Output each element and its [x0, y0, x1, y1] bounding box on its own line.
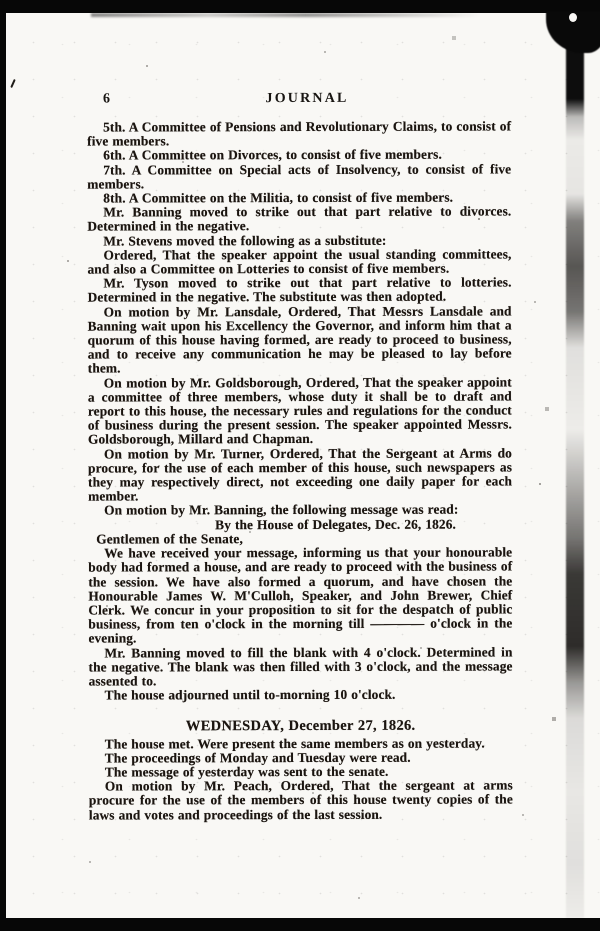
- page-number: 6: [103, 91, 112, 107]
- scanned-document-page: [6, 13, 600, 918]
- message-salutation: Gentlemen of the Senate,: [96, 531, 243, 547]
- journal-paragraph: The message of yesterday was sent to the senate.: [104, 763, 389, 780]
- running-header: JOURNAL: [265, 90, 349, 107]
- journal-paragraph: On motion by Mr. Banning, the following message was read:: [104, 502, 459, 519]
- section-heading-wednesday: WEDNESDAY, December 27, 1826.: [185, 718, 416, 735]
- journal-paragraph: Mr. Banning moved to strike out that part relative to divorces. Determined in the negative.: [87, 203, 512, 234]
- journal-paragraph: On motion by Mr. Goldsborough, Ordered, That the speaker appoint a committee of three members, whose duty it shall be to draft and report to this house, the necessary rules and regulations for the conduct of business during the present session. The speaker appointed Messrs. Goldsborough, Millard and Chapman.: [87, 374, 512, 448]
- journal-paragraph: Mr. Banning moved to fill the blank with 4 o'clock. Determined in the negative. The blank was then filled with 3 o'clock, and the message assented to.: [88, 643, 513, 689]
- journal-paragraph: 6th. A Committee on Divorces, to consist of five members.: [103, 147, 442, 163]
- body-text: [87, 119, 513, 822]
- page-content: [5, 12, 600, 919]
- journal-paragraph: Mr. Tyson moved to strike out that part relative to lotteries. Determined in the negative. The substitute was then adopted.: [87, 274, 512, 306]
- journal-paragraph: The house adjourned until to-morning 10 o'clock.: [104, 686, 396, 703]
- journal-paragraph: The proceedings of Monday and Tuesday were read.: [104, 749, 411, 766]
- journal-paragraph: On motion by Mr. Lansdale, Ordered, That Messrs Lansdale and Banning wait upon his Excellency the Governor, and inform him that a quorum of this house having formed, are ready to proceed to business, and to receive any communication he may be pleased to lay before them.: [87, 303, 512, 377]
- journal-paragraph: 5th. A Committee of Pensions and Revolutionary Claims, to consist of five members.: [87, 118, 512, 149]
- journal-paragraph: Mr. Stevens moved the following as a substitute:: [103, 232, 387, 249]
- journal-paragraph: On motion by Mr. Turner, Ordered, That the Sergeant at Arms do procure, for the use of each member of this house, such newspapers as they may respectively direct, not exceeding one daily paper for each member.: [87, 445, 513, 504]
- journal-paragraph: We have received your message, informing us that your honourable body had formed a house, and are ready to proceed with the business of the session. We have also formed a quorum, and have chosen the Honourable James W. M'Culloh, Speaker, and John Brewer, Chief Clerk. We concur in your proposition to sit for the despatch of public business, from ten o'clock in the morning till ———— o'clock in the evening.: [88, 544, 513, 646]
- message-dateline: By the House of Delegates, Dec. 26, 1826.: [215, 516, 456, 532]
- journal-paragraph: 7th. A Committee on Special acts of Insolvency, to consist of five members.: [87, 161, 512, 192]
- journal-paragraph: On motion by Mr. Peach, Ordered, That the sergeant at arms procure for the use of the members of this house twenty copies of the laws and votes and proceedings of the last session.: [88, 777, 513, 823]
- page-header: [5, 90, 599, 107]
- journal-paragraph: 8th. A Committee on the Militia, to consist of five members.: [103, 189, 454, 206]
- journal-paragraph: Ordered, That the speaker appoint the usual standing committees, and also a Committee on Lotteries to consist of five members.: [87, 246, 512, 277]
- journal-paragraph: The house met. Were present the same members as on yesterday.: [104, 735, 485, 752]
